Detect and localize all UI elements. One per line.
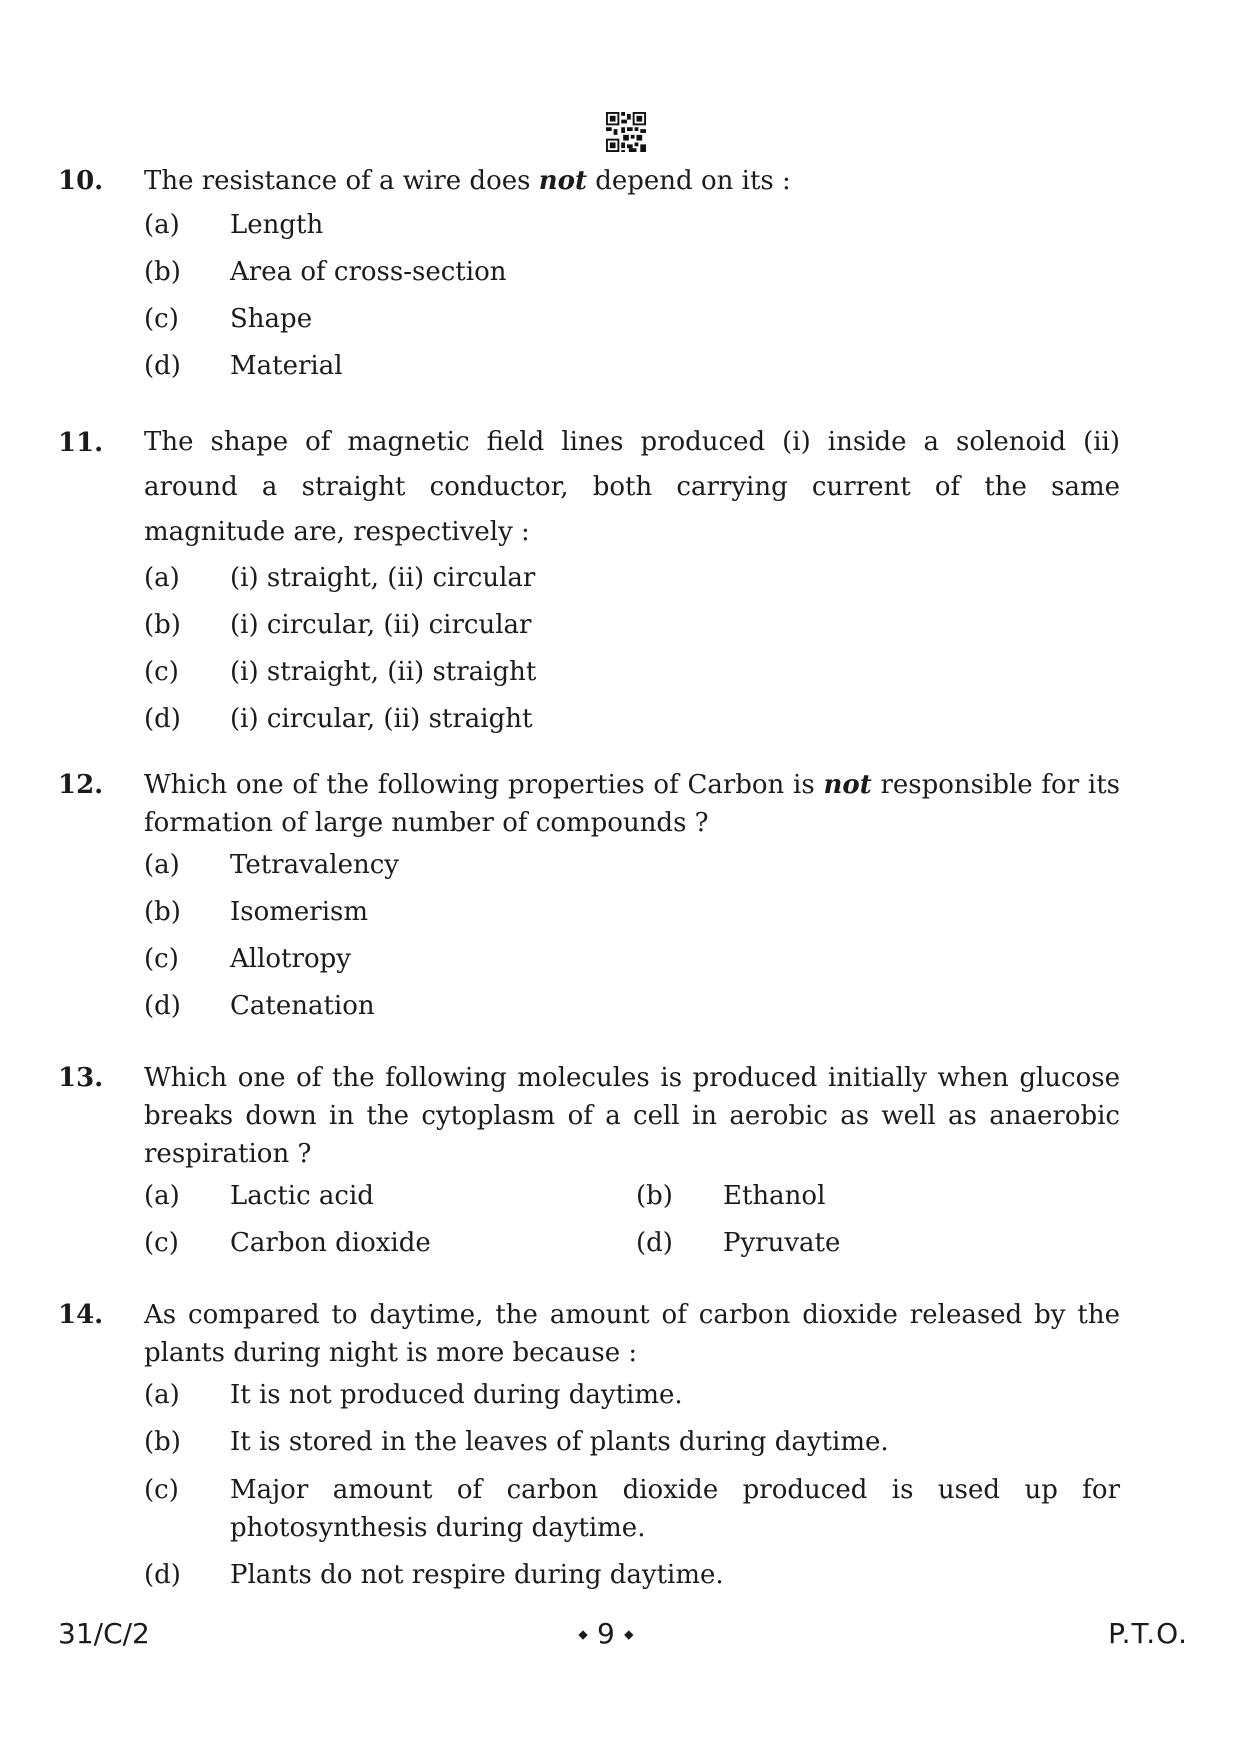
option-a: (a) Tetravalency [144,850,399,880]
option-b: (b) It is stored in the leaves of plants during daytime. [144,1427,889,1457]
option-d: (d) (i) circular, (ii) straight [144,704,533,734]
question-number: 11. [58,428,104,458]
question-13 [58,1059,1120,1267]
question-text: The shape of magnetic field lines produced (i) inside a solenoid (ii) around a straight conductor, both carrying current of the same magnitude are, respectively : [144,427,1120,547]
question-text: The resistance of a wire does not depend on its : [144,166,791,196]
option-a: (a) It is not produced during daytime. [144,1380,683,1410]
paper-code: 31/C/2 [58,1617,150,1650]
option-d-label: (d) [636,1228,673,1258]
option-c: (c) Shape [144,304,313,334]
option-a-text: Lactic acid [230,1181,374,1211]
ornament-left-icon: ⬩ [578,1617,589,1650]
page-footer [58,1614,1188,1654]
option-d-text: Pyruvate [723,1228,841,1258]
option-d: (d) Plants do not respire during daytime. [144,1560,724,1590]
question-10 [58,162,1120,390]
option-b-label: (b) [636,1181,673,1211]
question-14 [58,1296,1120,1599]
option-b: (b) Isomerism [144,897,369,927]
options-row-1 [144,1173,1120,1220]
option-c-text: Carbon dioxide [230,1228,431,1258]
option-a-label: (a) [144,1181,180,1211]
option-c: (c) Major amount of carbon dioxide produced is used up for photosynthesis during daytime. [144,1475,1120,1543]
option-b-text: Ethanol [723,1181,826,1211]
qr-code-icon [606,112,646,152]
options-row-2 [144,1220,1120,1267]
option-c-label: (c) [144,1228,179,1258]
ornament-right-icon: ⬩ [623,1617,634,1650]
option-a: (a) (i) straight, (ii) circular [144,563,536,593]
question-text: As compared to daytime, the amount of carbon dioxide released by the plants during night is more because : [144,1300,1120,1368]
question-text: Which one of the following properties of Carbon is not responsible for its formation of large number of compounds ? [144,770,1120,838]
question-number: 14. [58,1300,104,1330]
question-number: 13. [58,1063,104,1093]
page-number: ⬩ 9 ⬩ [578,1617,634,1650]
option-b: (b) (i) circular, (ii) circular [144,610,532,640]
question-11 [58,424,1120,743]
question-text: Which one of the following molecules is produced initially when glucose breaks down in the cytoplasm of a cell in aerobic as well as anaerobic respiration ? [144,1063,1120,1169]
pto-label: P.T.O. [1108,1617,1188,1650]
option-c: (c) (i) straight, (ii) straight [144,657,537,687]
option-b: (b) Area of cross-section [144,257,507,287]
question-number: 12. [58,770,104,800]
option-d: (d) Catenation [144,991,375,1021]
option-a: (a) Length [144,210,324,240]
question-number: 10. [58,166,104,196]
option-c: (c) Allotropy [144,944,351,974]
question-12 [58,766,1120,1030]
option-d: (d) Material [144,351,343,381]
